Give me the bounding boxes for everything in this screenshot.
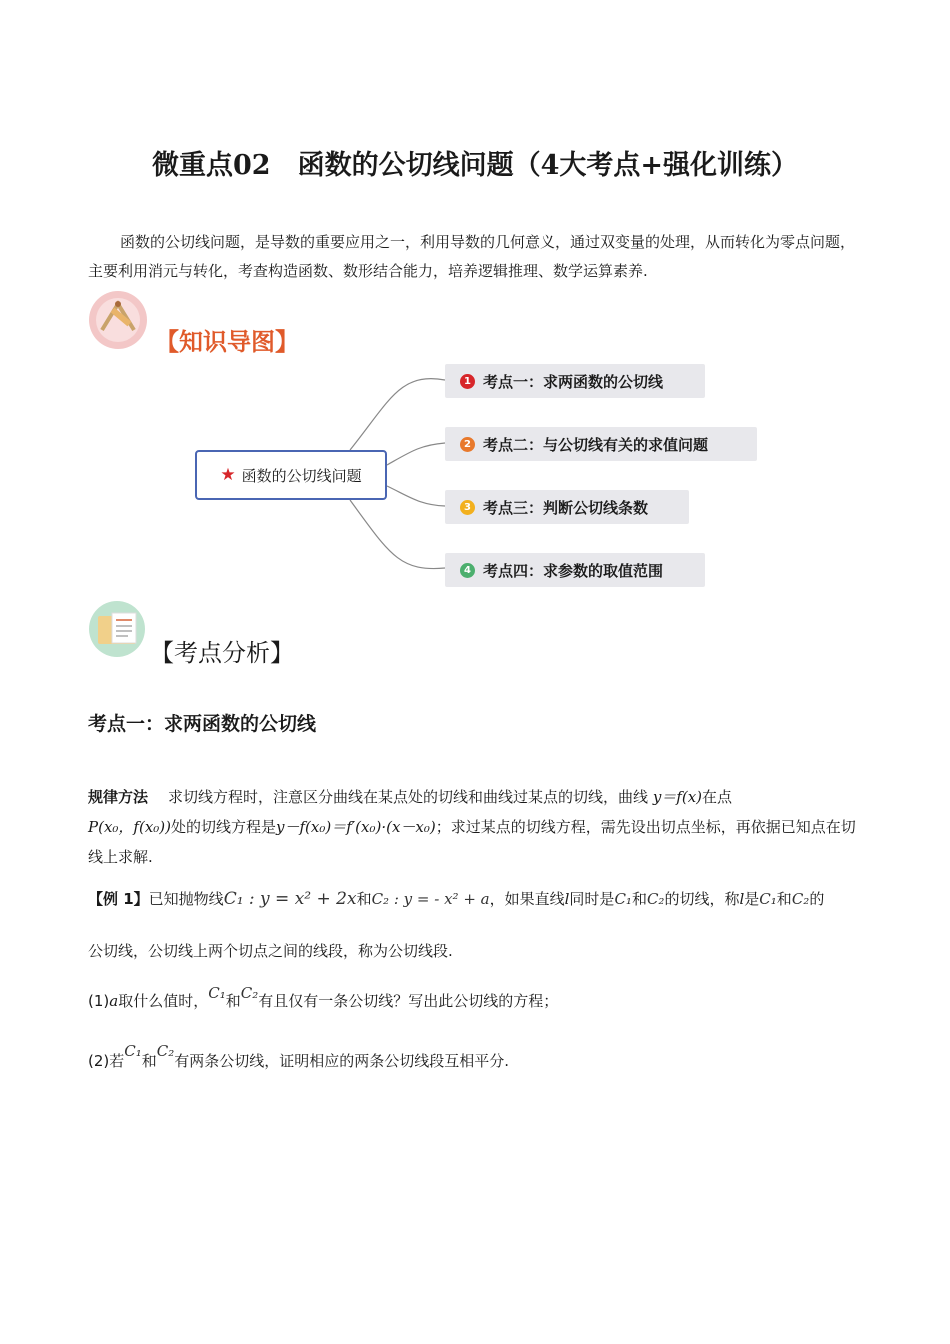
mindmap-connectors: [0, 0, 950, 620]
question-number: (2)若: [88, 1052, 125, 1070]
number-badge-icon: 1: [460, 374, 475, 389]
rule-paragraph: [88, 782, 868, 872]
question-text: 有且仅有一条公切线？写出此公切线的方程；: [258, 992, 559, 1010]
rule-text: 求切线方程时，注意区分曲线在某点处的切线和曲线过某点的切线，曲线: [168, 788, 649, 806]
rule-text: ；求过某点的切线方程，需先设出切点坐标，再依据已知点在切线上求解.: [88, 818, 856, 866]
param-a: a: [109, 992, 119, 1010]
intro-text: 函数的公切线问题，是导数的重要应用之一，利用导数的几何意义，通过双变量的处理，从而转化为零点问题，主要利用消元与转化，考查构造函数、数形结合能力，培养逻辑推理、数学运算素养.: [88, 233, 856, 280]
mindmap-center-label: 函数的公切线问题: [241, 466, 362, 485]
mindmap-item-3: [445, 490, 689, 524]
section-heading: 考点一：求两函数的公切线: [88, 713, 317, 735]
rule-text: 在点: [702, 788, 733, 806]
mindmap-item-label: 考点一：求两函数的公切线: [483, 372, 664, 391]
example-text: 的切线，称: [664, 890, 740, 908]
mindmap-item-1: [445, 364, 705, 398]
example-line-2: 公切线，公切线上两个切点之间的线段，称为公切线段.: [88, 942, 453, 960]
mindmap-item-2: [445, 427, 757, 461]
example-label: 【例 1】: [88, 890, 149, 908]
curve-c1: C₁: [124, 1042, 142, 1060]
mindmap-center-node: [195, 450, 387, 500]
example-text: 是: [744, 890, 760, 908]
example-text: 同时是: [569, 890, 615, 908]
example-text: 已知抛物线: [148, 890, 224, 908]
curve-c2: C₂: [156, 1042, 175, 1060]
analysis-label: 【考点分析】: [150, 639, 294, 667]
mindmap-item-4: [445, 553, 705, 587]
rule-label: 规律方法: [88, 788, 149, 806]
question-1: [88, 986, 868, 1016]
mindmap-item-label: 考点四：求参数的取值范围: [483, 561, 664, 580]
curve-c1: C₁: [759, 890, 777, 908]
question-number: (1): [88, 992, 110, 1010]
example-text: ，如果直线: [489, 890, 565, 908]
rule-equation: y＝f(x): [652, 788, 703, 806]
number-badge-icon: 4: [460, 563, 475, 578]
line-l: l: [564, 890, 570, 908]
example-text: 和: [776, 890, 792, 908]
line-l: l: [739, 890, 745, 908]
curve-c2-equation: C₂ : y = - x² + a: [371, 890, 490, 908]
number-badge-icon: 3: [460, 500, 475, 515]
curve-c2: C₂: [240, 984, 259, 1002]
example-line-1: [88, 884, 868, 914]
question-text: 取什么值时，: [118, 992, 209, 1010]
star-icon: ★: [220, 465, 236, 485]
curve-c1: C₁: [208, 984, 226, 1002]
curve-c2: C₂: [646, 890, 665, 908]
example-text: 和: [631, 890, 647, 908]
rule-text: 处的切线方程是: [171, 818, 277, 836]
rule-tangent-equation: y－f(x₀)＝f′(x₀)·(x－x₀): [276, 818, 436, 836]
mindmap-item-label: 考点三：判断公切线条数: [483, 498, 649, 517]
curve-c1-equation: C₁ : y = x² + 2x: [223, 889, 357, 909]
rule-point: P(x₀，f(x₀)): [88, 818, 171, 836]
question-2: [88, 1042, 868, 1076]
page-title: 微重点02 函数的公切线问题（4大考点+强化训练）: [152, 150, 798, 181]
question-text: 有两条公切线，证明相应的两条公切线段互相平分.: [174, 1052, 510, 1070]
curve-c1: C₁: [614, 890, 632, 908]
question-text: 和: [225, 992, 241, 1010]
mindmap-item-label: 考点二：与公切线有关的求值问题: [483, 435, 709, 454]
example-text: 和: [356, 890, 372, 908]
question-text: 和: [141, 1052, 157, 1070]
curve-c2: C₂: [791, 890, 810, 908]
number-badge-icon: 2: [460, 437, 475, 452]
example-text: 的: [809, 890, 825, 908]
folder-icon: [88, 600, 146, 658]
mindmap-label: 【知识导图】: [155, 328, 299, 356]
